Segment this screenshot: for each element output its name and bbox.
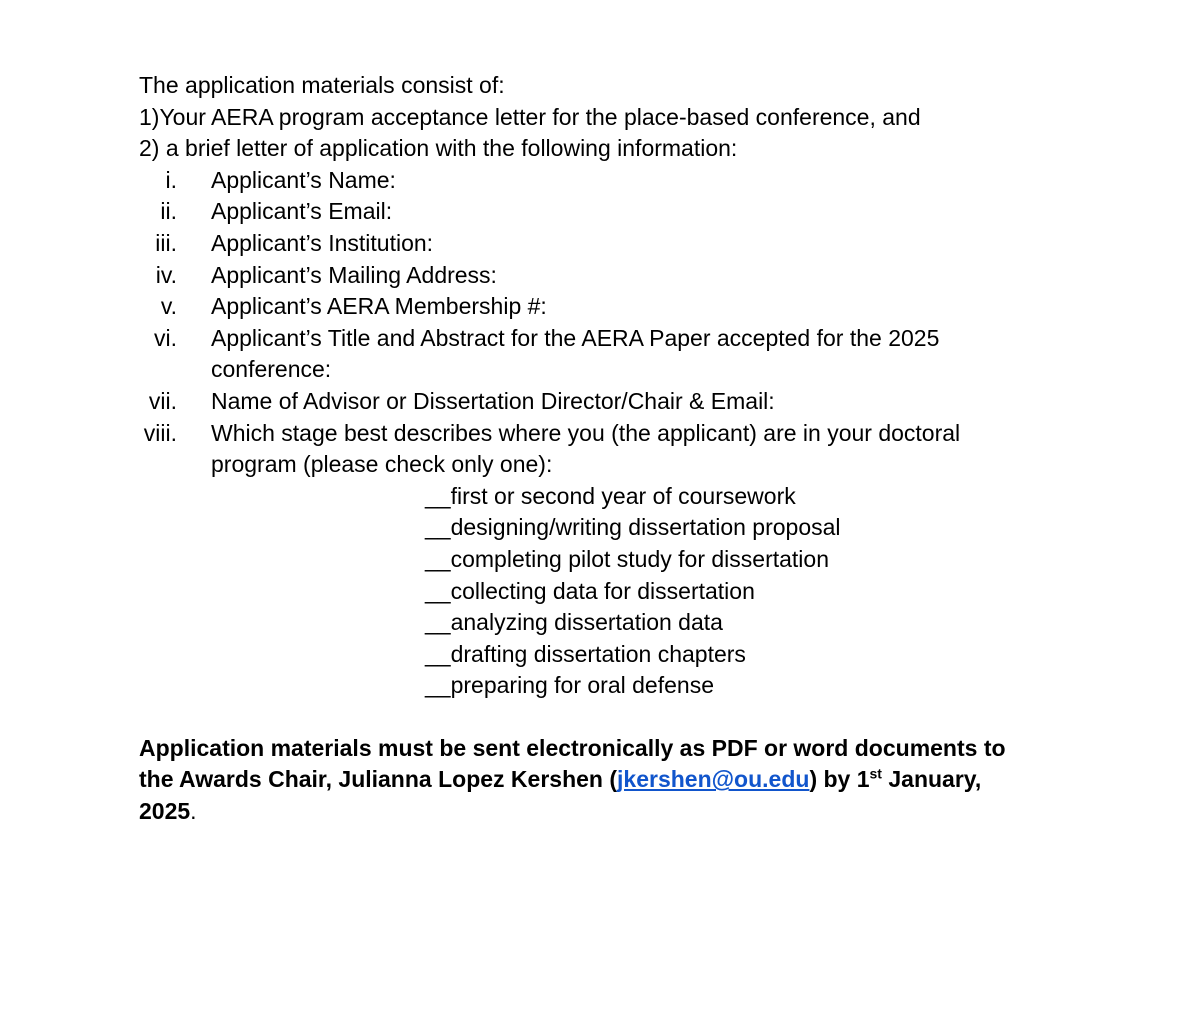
list-item-text: Applicant’s Institution:	[211, 229, 434, 256]
list-item-text-line-1: Which stage best describes where you (the applicant) are in your doctoral	[211, 419, 961, 446]
check-blank: __	[425, 672, 451, 699]
deadline-year: 2025	[139, 798, 191, 825]
check-blank: __	[425, 609, 451, 636]
intro-line-1: The application materials consist of:	[139, 72, 505, 98]
document-content	[139, 70, 1059, 828]
list-item-name	[139, 165, 1059, 197]
closing-line-2-suffix: January,	[881, 766, 982, 793]
closing-line-3	[139, 796, 1059, 828]
stage-option	[425, 639, 1059, 671]
submission-instructions	[139, 733, 1059, 828]
list-item-stage	[139, 418, 1059, 481]
stage-option-label: collecting data for dissertation	[450, 577, 755, 604]
list-marker: vii.	[148, 387, 177, 414]
stage-option-label: preparing for oral defense	[450, 672, 714, 699]
stage-option	[425, 481, 1059, 513]
list-item-membership	[139, 291, 1059, 323]
list-marker: iv.	[155, 261, 177, 288]
stage-option	[425, 544, 1059, 576]
stage-option-label: first or second year of coursework	[450, 482, 796, 509]
stage-option-label: analyzing dissertation data	[450, 609, 723, 636]
closing-line-2-prefix: the Awards Chair, Julianna Lopez Kershen (	[139, 766, 618, 793]
list-item-text-line-2: conference:	[211, 356, 332, 383]
list-item-text-line-1: Applicant’s Title and Abstract for the AERA Paper accepted for the 2025	[211, 324, 940, 351]
intro-line-2: 1)Your AERA program acceptance letter for the place-based conference, and	[139, 103, 921, 130]
stage-option	[425, 512, 1059, 544]
closing-period: .	[190, 798, 197, 825]
list-item-advisor	[139, 386, 1059, 418]
stage-option-label: drafting dissertation chapters	[450, 640, 746, 667]
list-item-text: Applicant’s AERA Membership #:	[211, 293, 547, 320]
list-marker: viii.	[143, 419, 177, 446]
list-marker: iii.	[155, 229, 177, 256]
check-blank: __	[425, 640, 451, 667]
list-marker: v.	[160, 293, 177, 320]
stage-option-label: completing pilot study for dissertation	[450, 545, 830, 572]
stage-options	[139, 481, 1059, 702]
closing-line-2	[139, 764, 1059, 796]
list-item-text: Applicant’s Email:	[211, 198, 393, 225]
check-blank: __	[425, 514, 451, 541]
list-item-mailing-address	[139, 260, 1059, 292]
closing-line-2-mid: ) by 1	[809, 766, 870, 793]
intro-line-3: 2) a brief letter of application with the following information:	[139, 135, 738, 162]
awards-chair-email-link[interactable]: jkershen@ou.edu	[617, 766, 810, 793]
list-marker: i.	[165, 166, 177, 193]
list-marker: ii.	[160, 198, 177, 225]
list-marker: vi.	[154, 324, 177, 351]
ordinal-suffix: st	[869, 765, 882, 782]
closing-line-1: Application materials must be sent electronically as PDF or word documents to	[139, 734, 1006, 761]
list-item-email	[139, 196, 1059, 228]
check-blank: __	[425, 545, 451, 572]
list-item-text: Name of Advisor or Dissertation Director/Chair & Email:	[211, 387, 775, 414]
stage-option-label: designing/writing dissertation proposal	[450, 514, 841, 541]
list-item-text-line-2: program (please check only one):	[211, 451, 553, 478]
stage-option	[425, 670, 1059, 702]
information-list	[139, 165, 1059, 481]
list-item-institution	[139, 228, 1059, 260]
list-item-text: Applicant’s Mailing Address:	[211, 261, 497, 288]
list-item-title-abstract	[139, 323, 1059, 386]
stage-option	[425, 607, 1059, 639]
list-item-text: Applicant’s Name:	[211, 166, 396, 193]
stage-option	[425, 576, 1059, 608]
check-blank: __	[425, 482, 451, 509]
check-blank: __	[425, 577, 451, 604]
